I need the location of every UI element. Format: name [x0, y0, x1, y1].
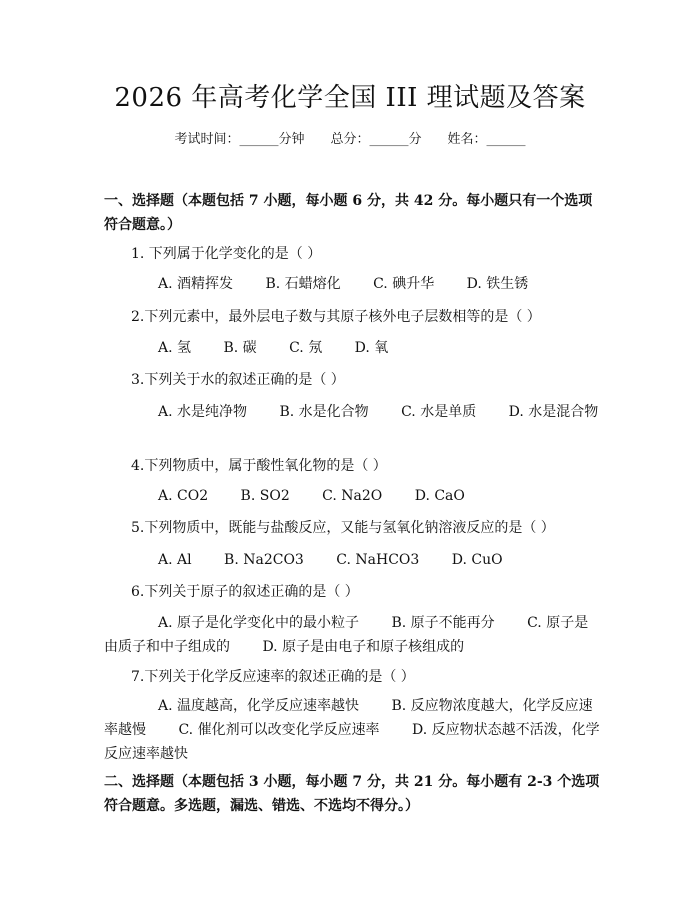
question-4-stem: 4.下列物质中，属于酸性氧化物的是（ ） — [131, 458, 387, 474]
question-4-options: A. CO2 B. SO2 C. Na2O D. CaO — [158, 488, 465, 504]
question-2-options: A. 氢 B. 碳 C. 氖 D. 氧 — [158, 340, 389, 356]
question-1-options: A. 酒精挥发 B. 石蜡熔化 C. 碘升华 D. 铁生锈 — [158, 276, 529, 292]
question-6-options: A. 原子是化学变化中的最小粒子 B. 原子不能再分 C. 原子是由质子和中子组成的 D. 原子是由电子和原子核组成的 — [104, 615, 589, 655]
question-1-stem: 1. 下列属于化学变化的是（ ） — [131, 246, 322, 262]
section-2-heading: 二、选择题（本题包括 3 小题，每小题 7 分，共 21 分。每小题有 2-3 个选项符合题意。多选题，漏选、错选、不选均不得分。） — [104, 774, 600, 814]
question-5-stem: 5.下列物质中，既能与盐酸反应，又能与氢氧化钠溶液反应的是（ ） — [131, 520, 555, 536]
question-7-stem: 7.下列关于化学反应速率的叙述正确的是（ ） — [131, 669, 415, 685]
exam-info-line: 考试时间：______分钟 总分：______分 姓名：______ — [174, 132, 526, 147]
page-title: 2026 年高考化学全国 III 理试题及答案 — [114, 83, 586, 113]
question-7-options: A. 温度越高，化学反应速率越快 B. 反应物浓度越大，化学反应速率越慢 C. 催化剂可以改变化学反应速率 D. 反应物状态越不活泼，化学反应速率越快 — [104, 698, 600, 762]
question-2-stem: 2.下列元素中，最外层电子数与其原子核外电子层数相等的是（ ） — [131, 309, 541, 325]
question-5-options: A. Al B. Na2CO3 C. NaHCO3 D. CuO — [158, 552, 503, 568]
question-3-stem: 3.下列关于水的叙述正确的是（ ） — [131, 372, 345, 388]
question-3-options: A. 水是纯净物 B. 水是化合物 C. 水是单质 D. 水是混合物 — [158, 404, 599, 420]
question-6-stem: 6.下列关于原子的叙述正确的是（ ） — [131, 584, 359, 600]
section-1-heading: 一、选择题（本题包括 7 小题，每小题 6 分，共 42 分。每小题只有一个选项符合题意。） — [104, 193, 593, 233]
